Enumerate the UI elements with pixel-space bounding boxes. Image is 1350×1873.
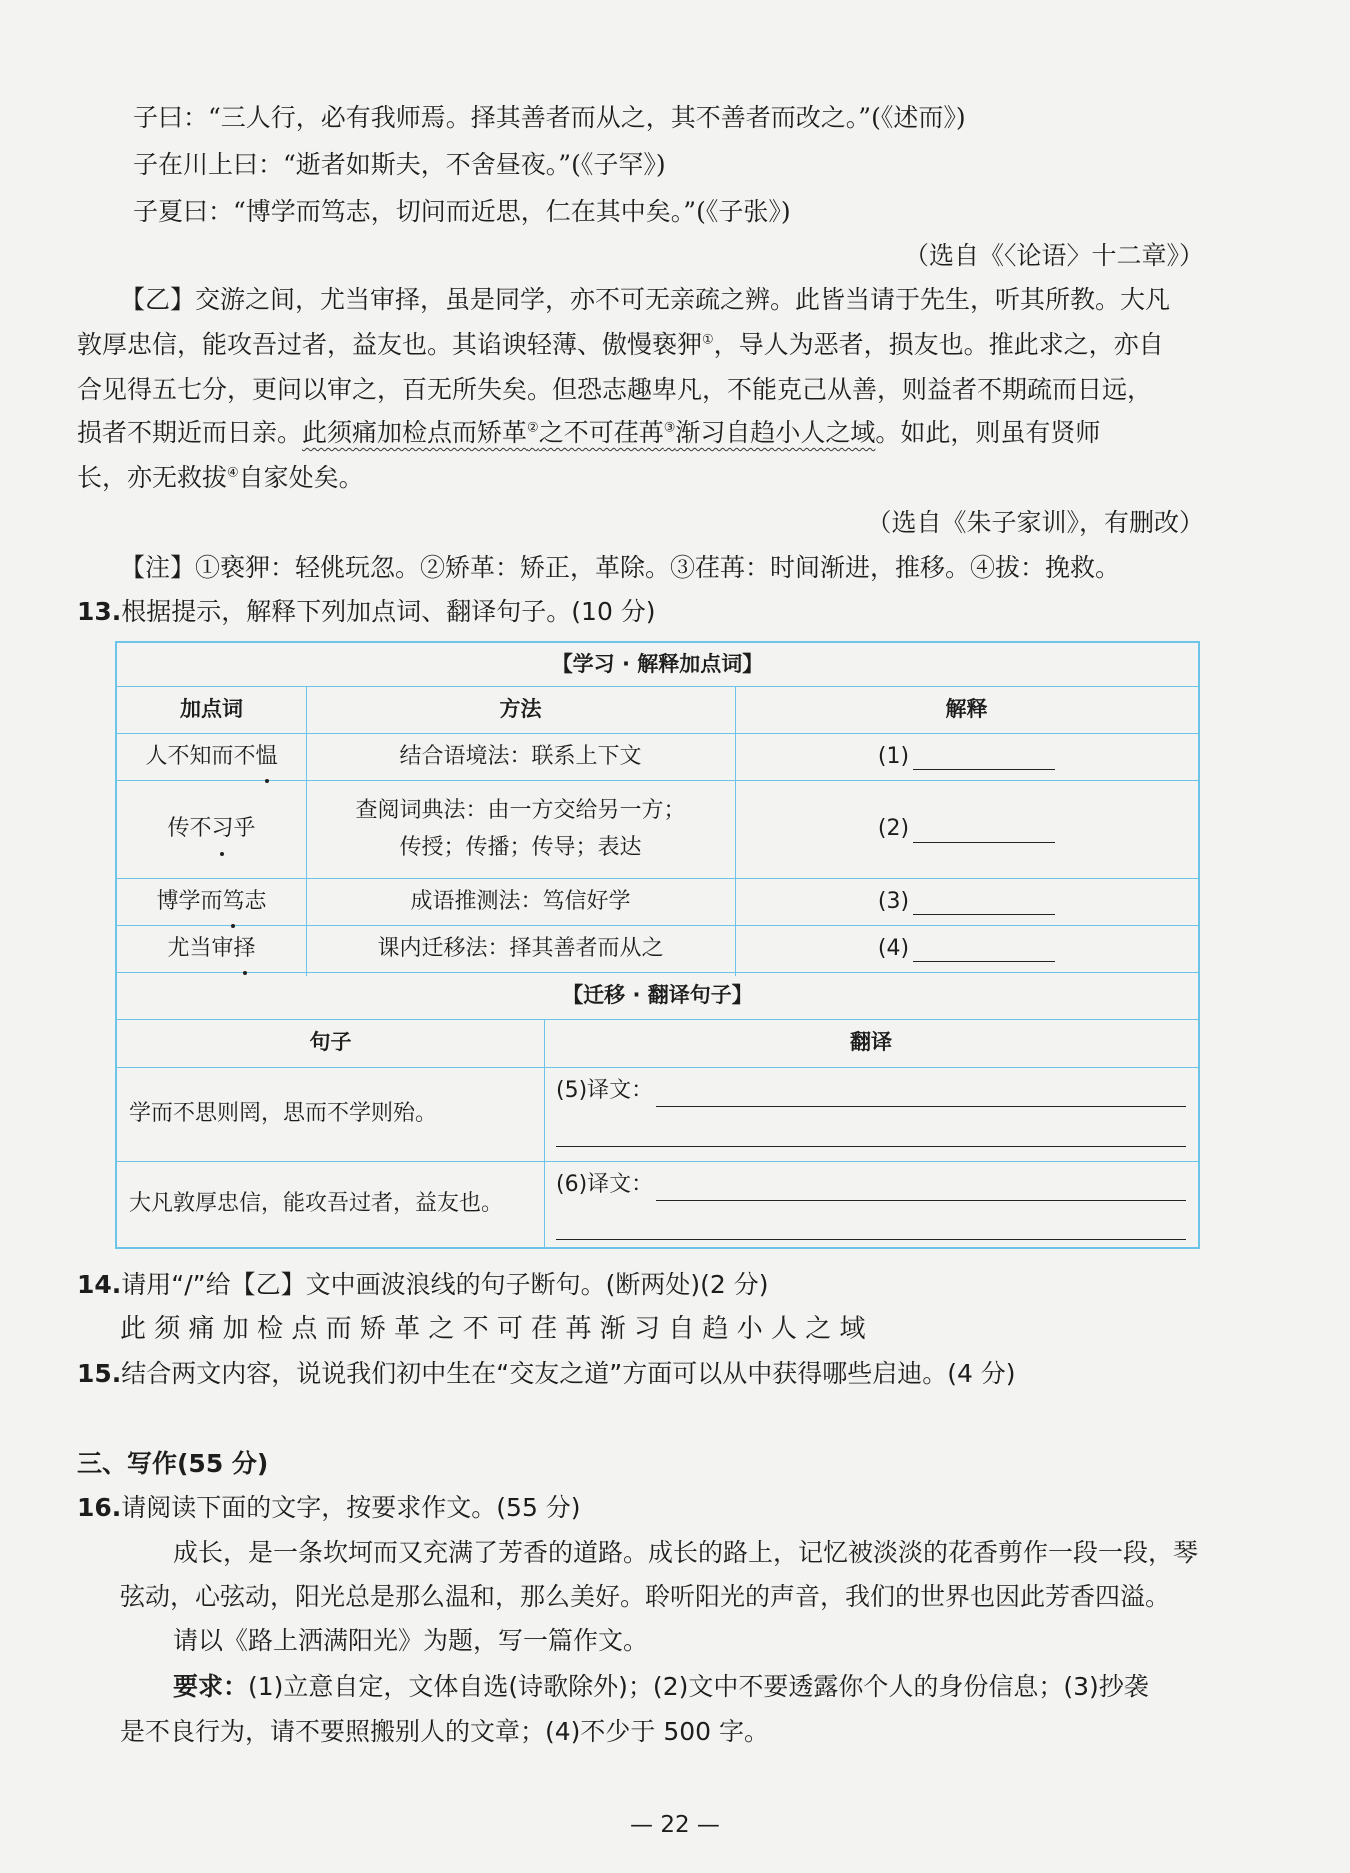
passage-jia-line-3: 子夏曰：“博学而笃志，切问而近思，仁在其中矣。”(《子张》) <box>133 197 791 226</box>
question-14-sentence: 此 须 痛 加 检 点 而 矫 革 之 不 可 荏 苒 渐 习 自 趋 小 人 之 域 <box>120 1314 866 1344</box>
table-header-method: 方法 <box>499 696 542 721</box>
table-section-study: 【学习 · 解释加点词】 <box>551 651 764 676</box>
prompt-instruction: 请以《路上洒满阳光》为题，写一篇作文。 <box>173 1626 649 1655</box>
table-row-word: 博学而 笃 志 <box>117 878 306 925</box>
passage-yi-line-2: 敦厚忠信，能攻吾过者，益友也。其谄谀轻薄、傲慢亵狎①，导人为恶者，损友也。推此求之，亦自 <box>77 330 1164 359</box>
translation-line[interactable] <box>656 1200 1186 1201</box>
passage-yi-line-1: 【乙】交游之间，尤当审择，虽是同学，亦不可无亲疏之辨。此皆当请于先生，听其所教。大凡 <box>120 285 1171 314</box>
table-header-sentence: 句子 <box>309 1030 352 1055</box>
requirements-line-1: 要求：(1)立意自定，文体自选(诗歌除外)；(2)文中不要透露你个人的身份信息；(3)抄袭 <box>173 1672 1149 1701</box>
answer-blank-1[interactable]: (1) <box>735 733 1198 780</box>
wavy-underlined-sentence: 此须痛加检点而矫革②之不可荏苒③渐习自趋小人之域 <box>302 418 876 447</box>
question-16: 16.请阅读下面的文字，按要求作文。(55 分) <box>77 1493 581 1522</box>
answer-blank-4[interactable]: (4) <box>735 925 1198 972</box>
question-15: 15.结合两文内容，说说我们初中生在“交友之道”方面可以从中获得哪些启迪。(4 分) <box>77 1359 1016 1388</box>
translation-label-6: (6)译文： <box>556 1171 654 1197</box>
translation-label-5: (5)译文： <box>556 1077 654 1103</box>
requirements-line-2: 是不良行为，请不要照搬别人的文章；(4)不少于 500 字。 <box>120 1717 770 1746</box>
question-13: 13.根据提示，解释下列加点词、翻译句子。(10 分) <box>77 597 656 626</box>
translation-line[interactable] <box>556 1239 1186 1240</box>
table-row-word: 人不知而不 愠 <box>117 733 306 780</box>
passage-jia-source: （选自《〈论语〉十二章》） <box>903 241 1204 270</box>
passage-yi-line-4: 损者不期近而日亲。此须痛加检点而矫革②之不可荏苒③渐习自趋小人之域。如此，则虽有贤师 <box>77 418 1101 447</box>
page-number: — 22 — <box>630 1812 720 1838</box>
table-row-method: 查阅词典法：由一方交给另一方； 传授；传播；传导；表达 <box>355 797 686 860</box>
translation-line[interactable] <box>556 1146 1186 1147</box>
answer-blank-3[interactable]: (3) <box>735 878 1198 925</box>
passage-yi-source: （选自《朱子家训》，有删改） <box>866 508 1204 537</box>
table-row-method: 成语推测法：笃信好学 <box>410 888 631 914</box>
table-row-method: 课内迁移法：择其善者而从之 <box>377 935 664 961</box>
passage-jia-line-1: 子曰：“三人行，必有我师焉。择其善者而从之，其不善者而改之。”(《述而》) <box>133 103 966 132</box>
prompt-paragraph-1: 成长，是一条坎坷而又充满了芳香的道路。成长的路上，记忆被淡淡的花香剪作一段一段，琴 <box>173 1538 1199 1567</box>
passage-yi-line-5: 长，亦无救拔④自家处矣。 <box>77 463 364 492</box>
prompt-paragraph-2: 弦动，心弦动，阳光总是那么温和，那么美好。聆听阳光的声音，我们的世界也因此芳香四溢。 <box>120 1582 1171 1611</box>
table-row-word: 传不 习 乎 <box>117 780 306 878</box>
table-section-translate: 【迁移 · 翻译句子】 <box>562 982 753 1007</box>
table-row-word: 尤当审 择 <box>117 925 306 972</box>
answer-blank-2[interactable]: (2) <box>735 780 1198 878</box>
passage-yi-note: 【注】①亵狎：轻佻玩忽。②矫革：矫正，革除。③荏苒：时间渐进，推移。④拔：挽救。 <box>120 553 1121 582</box>
section-writing-title: 三、写作(55 分) <box>77 1449 269 1478</box>
vocab-translation-table <box>115 641 1200 1249</box>
table-header-translation: 翻译 <box>850 1030 892 1055</box>
table-header-explanation: 解释 <box>945 696 988 721</box>
passage-yi-line-3: 合见得五七分，更问以审之，百无所失矣。但恐志趣卑凡，不能克己从善，则益者不期疏而日远， <box>77 375 1153 404</box>
sentence-5: 学而不思则罔，思而不学则殆。 <box>129 1101 438 1127</box>
table-row-method: 结合语境法：联系上下文 <box>399 743 642 769</box>
table-header-word: 加点词 <box>180 696 243 721</box>
passage-jia-line-2: 子在川上曰：“逝者如斯夫，不舍昼夜。”(《子罕》) <box>133 150 666 179</box>
sentence-6: 大凡敦厚忠信，能攻吾过者，益友也。 <box>129 1191 504 1217</box>
translation-line[interactable] <box>656 1106 1186 1107</box>
question-14: 14.请用“/”给【乙】文中画波浪线的句子断句。(断两处)(2 分) <box>77 1270 769 1299</box>
